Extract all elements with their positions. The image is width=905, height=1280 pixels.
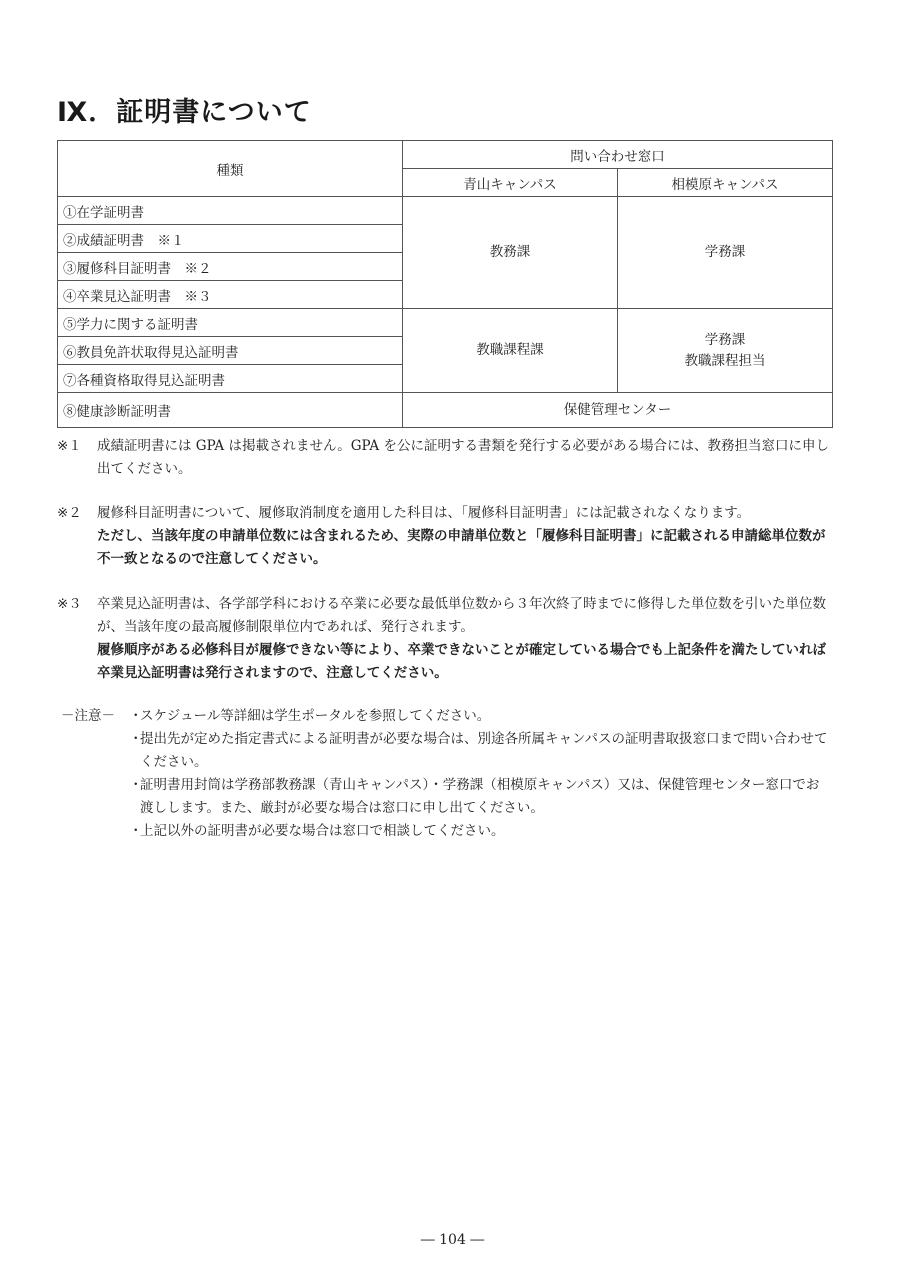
header-kind: 種類 — [58, 141, 403, 197]
table-row: ③履修科目証明書 ※２ — [58, 253, 403, 281]
bullet: ・ — [129, 731, 143, 747]
note-text: 成績証明書には GPA は掲載されません。GPA を公に証明する書類を発行する必要がある場合には、教務担当窓口に申し出てください。 — [97, 438, 829, 477]
office-line: 教職課程担当 — [684, 352, 766, 369]
office-aoyama-group2: 教職課程課 — [403, 309, 618, 393]
office-sagamihara-group2 — [618, 309, 833, 393]
note-mark: ※３ — [57, 596, 82, 612]
caution-text: スケジュール等詳細は学生ポータルを参照してください。 — [140, 708, 491, 724]
office-health: 保健管理センター — [403, 393, 833, 428]
table-row: ①在学証明書 — [58, 197, 403, 225]
header-aoyama: 青山キャンパス — [403, 169, 618, 197]
office-line: 学務課 — [704, 331, 746, 348]
table-row: ⑤学力に関する証明書 — [58, 309, 403, 337]
note-2 — [57, 502, 832, 571]
certificate-table — [57, 140, 833, 428]
header-sagamihara: 相模原キャンパス — [618, 169, 833, 197]
list-item — [129, 728, 832, 774]
table-row: ⑧健康診断証明書 — [58, 393, 403, 428]
table-row: ④卒業見込証明書 ※３ — [58, 281, 403, 309]
note-text: 履修科目証明書について、履修取消制度を適用した科目は、「履修科目証明書」には記載されなくなります。 — [97, 505, 751, 521]
list-item — [129, 820, 832, 843]
caution-text: 提出先が定めた指定書式による証明書が必要な場合は、別途各所属キャンパスの証明書取扱窓口まで問い合わせてください。 — [140, 731, 828, 770]
table-row: ⑦各種資格取得見込証明書 — [58, 365, 403, 393]
table-row: ⑥教員免許状取得見込証明書 — [58, 337, 403, 365]
list-item — [129, 774, 832, 820]
bullet: ・ — [129, 777, 143, 793]
office-sagamihara-group1: 学務課 — [618, 197, 833, 309]
note-3 — [57, 593, 832, 685]
note-1 — [57, 435, 832, 481]
caution-section — [57, 705, 832, 843]
note-mark: ※１ — [57, 438, 82, 454]
note-mark: ※２ — [57, 505, 82, 521]
caution-text: 上記以外の証明書が必要な場合は窓口で相談してください。 — [140, 823, 505, 839]
page-title: Ⅸ．証明書について — [57, 97, 312, 128]
caution-list — [129, 705, 832, 843]
list-item — [129, 705, 832, 728]
note-emphasis: 履修順序がある必修科目が履修できない等により、卒業できないことが確定している場合でも上記条件を満たしていれば卒業見込証明書は発行されますので、注意してください。 — [97, 642, 826, 681]
caution-label: －注意－ — [61, 708, 115, 724]
note-emphasis: ただし、当該年度の申請単位数には含まれるため、実際の申請単位数と「履修科目証明書」に記載される申請総単位数が不一致となるので注意してください。 — [97, 528, 826, 567]
office-aoyama-group1: 教務課 — [403, 197, 618, 309]
bullet: ・ — [129, 823, 143, 839]
bullet: ・ — [129, 708, 143, 724]
page-number: ― 104 ― — [420, 1232, 485, 1248]
note-text: 卒業見込証明書は、各学部学科における卒業に必要な最低単位数から３年次終了時までに修得した単位数を引いた単位数が、当該年度の最高履修制限単位内であれば、発行されます。 — [97, 596, 826, 635]
caution-text: 証明書用封筒は学務部教務課（青山キャンパス）・学務課（相模原キャンパス）又は、保健管理センター窓口でお渡しします。また、厳封が必要な場合は窓口に申し出てください。 — [140, 777, 820, 816]
header-contact: 問い合わせ窓口 — [403, 141, 833, 169]
table-row: ②成績証明書 ※１ — [58, 225, 403, 253]
